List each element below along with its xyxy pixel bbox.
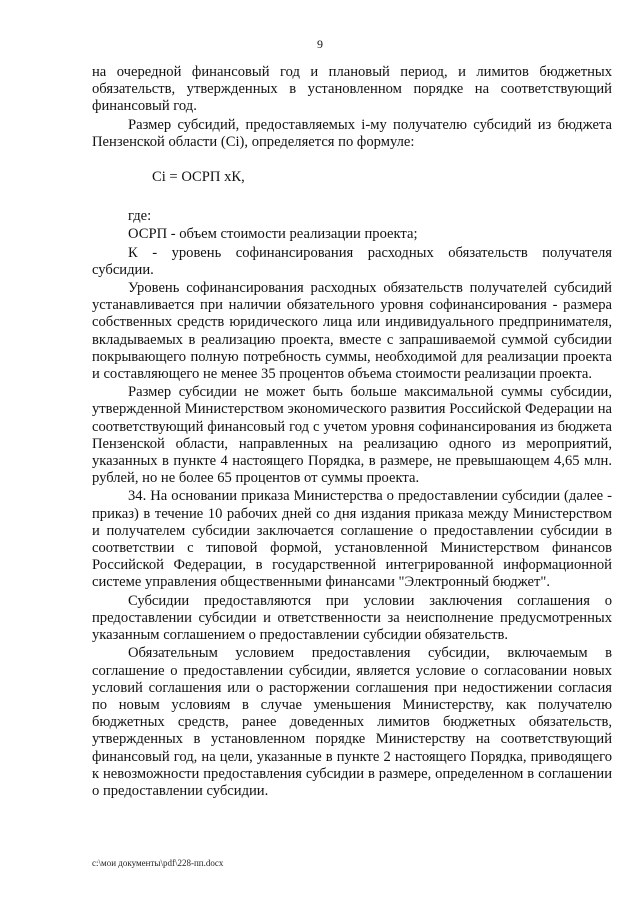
document-body xyxy=(92,64,612,801)
page-number: 9 xyxy=(317,37,323,51)
paragraph-subsidy-size: Размер субсидий, предоставляемых i-му получателю субсидий из бюджета Пензенской области (Ci), определяется по формуле: xyxy=(92,116,612,150)
formula: Ci = ОСРП хК, xyxy=(152,169,245,186)
paragraph-conditions: Субсидии предоставляются при условии заключения соглашения о предоставлении субсидии и ответственности за неисполнение предусмотренных указанным соглашением о предоставлении субсидии обязательств. xyxy=(92,592,612,644)
definition-k: К - уровень софинансирования расходных обязательств получателя субсидии. xyxy=(92,244,612,278)
paragraph-max-subsidy: Размер субсидии не может быть больше максимальной суммы субсидии, утвержденной Министерством экономического развития Российской Федерации на соответствующий финансовый год с учетом уровня софинансирования из бюджета Пензенской области, направленных на реализацию одного из мероприятий, указанных в пункте 4 настоящего Порядка, в размере, не превышающем 4,65 млн. рублей, но не более 65 процентов от суммы проекта. xyxy=(92,384,612,487)
paragraph-continuation: на очередной финансовый год и плановый период, и лимитов бюджетных обязательств, утвержденных в установленном порядке на соответствующий финансовый год. xyxy=(92,64,612,115)
paragraph-where: где: xyxy=(128,208,152,225)
definition-osrp: ОСРП - объем стоимости реализации проекта; xyxy=(128,226,418,243)
paragraph-cofinancing-level: Уровень софинансирования расходных обязательств получателей субсидий устанавливается при наличии обязательного уровня софинансирования - размера собственных средств юридического лица или индивидуального предпринимателя, вкладываемых в реализацию проекта, вместе с запрашиваемой суммой субсидии покрывающего полную потребность суммы, необходимой для реализации проекта и составляющего не менее 35 процентов объема стоимости реализации проекта. xyxy=(92,280,612,383)
paragraph-mandatory-condition: Обязательным условием предоставления субсидии, включаемым в соглашение о предоставлении субсидии, является условие о согласовании новых условий соглашения или о расторжении соглашения при недостижении согласия по новым условиям в случае уменьшения Министерству, как получателю бюджетных средств, ранее доведенных лимитов бюджетных обязательств, утвержденных в установленном порядке Министерству на соответствующий финансовый год, на цели, указанные в пункте 2 настоящего Порядка, приводящего к невозможности предоставления субсидии в размере, определенном в соглашении о предоставлении субсидии. xyxy=(92,645,612,799)
paragraph-item-34: 34. На основании приказа Министерства о предоставлении субсидии (далее - приказ) в течение 10 рабочих дней со дня издания приказа между Министерством и получателем субсидии заключается соглашение о предоставлении субсидии в соответствии с типовой формой, установленной Министерством финансов Российской Федерации, в государственной интегрированной информационной системе управления общественными финансами "Электронный бюджет". xyxy=(92,488,612,591)
footer-file-path: c:\мои документы\pdf\228-пп.docx xyxy=(92,858,224,868)
